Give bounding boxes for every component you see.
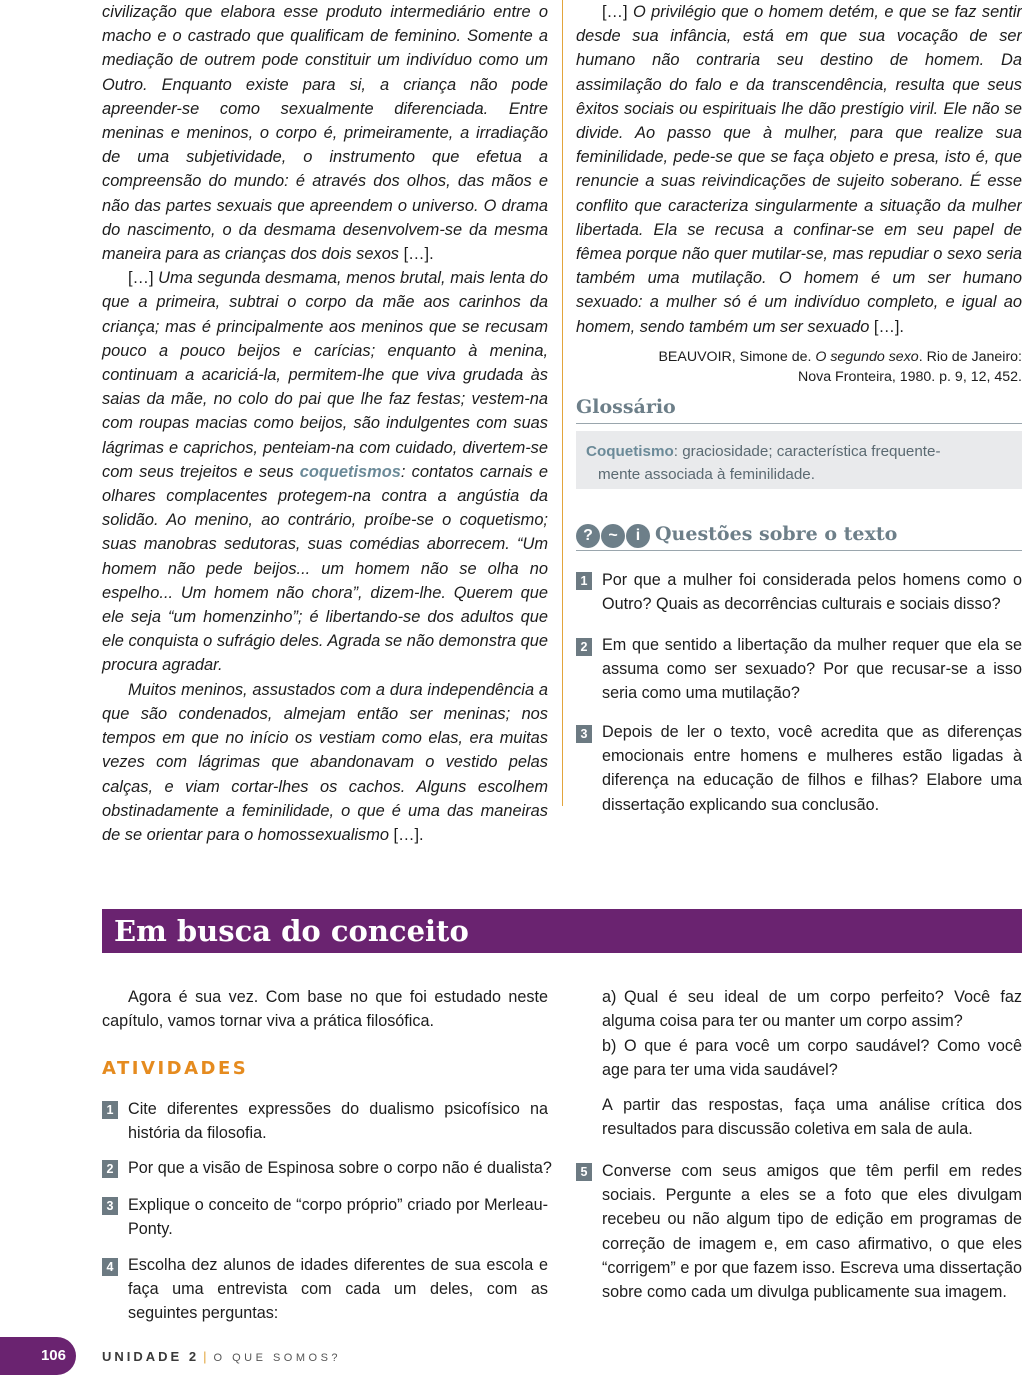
info-icon: i — [626, 524, 650, 548]
question-3: Depois de ler o texto, você acredita que as diferenças emocionais entre homens e mulheres estão ligadas à diferença na educação de filhos e filhas? Elabore uma dissertação explicando sua conclusão. — [602, 723, 1022, 814]
left-column-text — [102, 0, 548, 847]
footer-unit: UNIDADE 2 | O QUE SOMOS? — [102, 1349, 342, 1364]
questions-header — [576, 524, 1022, 552]
glossary-box: Coquetismo: graciosidade; característica frequente- mente associada à feminilidade. — [576, 431, 1022, 489]
activity-4-subquestion-a: a) Qual é seu ideal de um corpo perfeito? Você faz alguma coisa para ter ou manter um corpo assim? — [602, 988, 1022, 1031]
section-intro: Agora é sua vez. Com base no que foi estudado neste capítulo, vamos tornar viva a prática filosófica. — [102, 988, 548, 1031]
activity-number-1: 1 — [102, 1101, 118, 1119]
left-paragraph-2: […] Uma segunda desmama, menos brutal, mais lenta do que a primeira, subtrai o corpo da mãe aos carinhos da criança; mas é principalmente aos meninos que se recusam pouco a pouco beijos e carícias; enquanto à menina, continuam a acariciá-la, permitem-lhe que viva grudada às saias da mãe, no colo do pai que lhe faz festas; vestem-na com roupas macias como beijos, são indulgentes com suas lágrimas e caprichos, penteiam-na com cuidado, divertem-se com seus trejeitos e seus coquetismos: contatos carnais e olhares complacentes protegem-na contra a angústia da solidão. Ao menino, ao contrário, proíbe-se o coquetismo; suas manobras sedutoras, suas comédias aborrecem. “Um homem não pede beijos... um homem não se olha no espelho... Um homem não chora”, dizem-lhe. Querem que ele seja “um homenzinho”; é libertando-se dos adultos que ele conquista o sufrágio deles. Agrada se não demonstra que procura agradar. — [102, 269, 548, 675]
column-divider — [562, 0, 563, 806]
page-number: 106 — [0, 1337, 76, 1375]
activities-title: ATIVIDADES — [102, 1058, 249, 1079]
question-mark-icon: ? — [576, 524, 600, 548]
question-1: Por que a mulher foi considerada pelos homens como o Outro? Quais as decorrências culturais e sociais disso? — [602, 571, 1022, 614]
activity-number-3: 3 — [102, 1197, 118, 1215]
questions-rule — [576, 550, 1022, 551]
left-paragraph-3: Muitos meninos, assustados com a dura independência a que são condenados, almejam então ser meninas; nos tempos em que no início os vestiam como elas, era muitas vezes com lágrimas que abandonavam o vestido pelas calças, e viam cortar-lhes os cachos. Alguns escolhem obstinadamente a feminilidade, o que é uma das maneiras de se orientar para o homossexualismo […]. — [102, 680, 548, 844]
activity-5: Converse com seus amigos que têm perfil em redes sociais. Pergunte a eles se a foto que eles divulgam recebeu ou não algum tipo de edição em programas de correção de imagem e, em caso afirmativo, o que eles “corrigem” e por que fazem isso. Escreva uma dissertação sobre como cada um divulga publicamente sua imagem. — [602, 1162, 1022, 1302]
question-2: Em que sentido a libertação da mulher requer que ela se assuma como ser sexuado? Por que recusar-se a isso seria como uma mutilação? — [602, 636, 1022, 703]
left-paragraph-1: civilização que elabora esse produto intermediário entre o macho e o castrado que qualificam de feminino. Somente a mediação de outrem pode constituir um indivíduo como um Outro. Enquanto existe para si, a criança não pode apreender-se como sexualmente diferenciada. Entre meninas e meninos, o corpo é, primeiramente, a irradiação de uma subjetividade, o instrumento que efetua a compreensão do mundo: é através dos olhos, das mãos e não das partes sexuais que apreendem o universo. O drama do nascimento, o da desmama desenvolvem-se da mesma maneira para as crianças dos dois sexos […]. — [102, 3, 548, 264]
citation: BEAUVOIR, Simone de. O segundo sexo. Rio de Janeiro: Nova Fronteira, 1980. p. 9, 12, 452. — [658, 348, 1022, 385]
activity-number-2: 2 — [102, 1160, 118, 1178]
question-number-2: 2 — [576, 638, 592, 656]
activity-2: Por que a visão de Espinosa sobre o corpo não é dualista? — [128, 1159, 552, 1177]
right-column-text — [576, 0, 1022, 387]
right-paragraph-1: […] O privilégio que o homem detém, e que se faz sentir desde sua infância, está em que sua vocação de ser humano não contraria seu destino de homem. Da assimilação do falo e da transcendência, resulta que seus êxitos sociais ou espirituais lhe dão prestígio viril. Ele não se divide. Ao passo que à mulher, para que realize sua feminilidade, pede-se que se faça objeto e presa, isto é, que renuncie a suas reivindicações de sujeito soberano. É esse conflito que caracteriza singularmente a situação da mulher libertada. Ela se recusa a confinar-se em seu papel de fêmea porque não quer mutilar-se, mas repudiar o sexo seria também uma mutilação. O homem é um ser humano sexuado: a mulher só é um indivíduo completo, e igual ao homem, sendo também um ser sexuado […]. — [576, 3, 1022, 336]
activity-4: Escolha dez alunos de idades diferentes de sua escola e faça uma entrevista com cada um deles, com as seguintes perguntas: — [128, 1256, 548, 1323]
activity-number-5: 5 — [576, 1163, 592, 1181]
glossary-rule — [576, 423, 1022, 424]
glossary-term: Coquetismo — [586, 443, 674, 460]
wave-icon: ~ — [601, 524, 625, 548]
activity-4-subquestion-b: b) O que é para você um corpo saudável? Como você age para ter uma vida saudável? — [602, 1037, 1022, 1080]
activity-number-4: 4 — [102, 1258, 118, 1276]
activity-4-analysis: A partir das respostas, faça uma análise crítica dos resultados para discussão coletiva em sala de aula. — [602, 1096, 1022, 1139]
activity-3: Explique o conceito de “corpo próprio” criado por Merleau-Ponty. — [128, 1196, 548, 1239]
activity-1: Cite diferentes expressões do dualismo psicofísico na história da filosofia. — [128, 1100, 548, 1143]
question-number-1: 1 — [576, 572, 592, 590]
question-number-3: 3 — [576, 725, 592, 743]
section-title: Em busca do conceito — [114, 914, 469, 948]
section-banner — [102, 909, 1022, 953]
glossary-term-link[interactable]: coquetismos — [299, 462, 401, 481]
glossary-title: Glossário — [576, 396, 676, 418]
questions-title: Questões sobre o texto — [655, 523, 898, 545]
